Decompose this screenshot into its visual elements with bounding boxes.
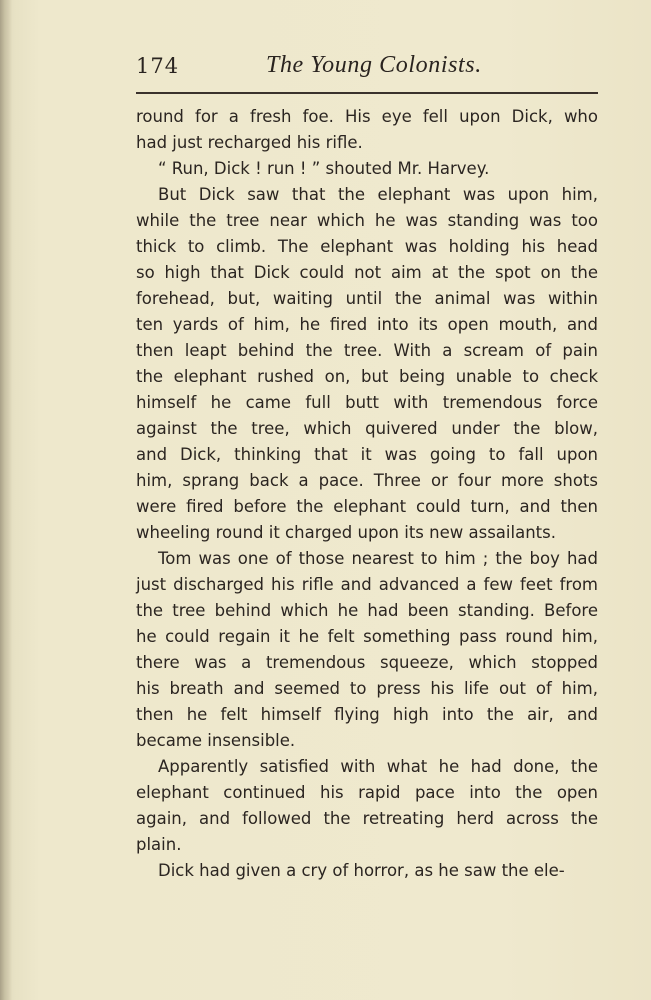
text-line: wheeling round it charged upon its new assailants. <box>136 523 556 542</box>
text-line: the tree behind which he had been standing. Before <box>136 601 598 620</box>
text-line: himself he came full butt with tremendous force <box>136 393 598 412</box>
text-line: just discharged his rifle and advanced a few feet from <box>136 575 598 594</box>
text-line: his breath and seemed to press his life out of him, <box>136 679 598 698</box>
text-line: were fired before the elephant could turn, and then <box>136 497 598 516</box>
text-line: But Dick saw that the elephant was upon him, <box>158 185 598 204</box>
text-line: Apparently satisfied with what he had done, the <box>158 757 598 776</box>
text-line: Tom was one of those nearest to him ; the boy had <box>158 549 598 568</box>
text-line: then he felt himself flying high into the air, and <box>136 705 598 724</box>
text-line: he could regain it he felt something pass round him, <box>136 627 598 646</box>
text-line: elephant continued his rapid pace into the open <box>136 783 598 802</box>
header-rule <box>136 92 598 94</box>
text-line: forehead, but, waiting until the animal was within <box>136 289 598 308</box>
text-line: so high that Dick could not aim at the spot on the <box>136 263 598 282</box>
text-line: while the tree near which he was standing was too <box>136 211 598 230</box>
text-line: him, sprang back a pace. Three or four more shots <box>136 471 598 490</box>
page-header <box>136 50 598 86</box>
text-line: and Dick, thinking that it was going to fall upon <box>136 445 598 464</box>
text-line: had just recharged his rifle. <box>136 133 363 152</box>
text-line: became insensible. <box>136 731 296 750</box>
page-number: 174 <box>136 54 180 78</box>
text-line: then leapt behind the tree. With a scream of pain <box>136 341 598 360</box>
text-line: “ Run, Dick ! run ! ” shouted Mr. Harvey. <box>158 159 490 178</box>
text-line: ten yards of him, he fired into its open mouth, and <box>136 315 598 334</box>
text-line: again, and followed the retreating herd across the <box>136 809 598 828</box>
text-line: there was a tremendous squeeze, which stopped <box>136 653 598 672</box>
text-line: thick to climb. The elephant was holding his head <box>136 237 598 256</box>
text-line: against the tree, which quivered under the blow, <box>136 419 598 438</box>
text-line: Dick had given a cry of horror, as he saw the ele- <box>158 861 565 880</box>
body-text <box>136 104 598 884</box>
running-title: The Young Colonists. <box>266 52 482 78</box>
text-line: round for a fresh foe. His eye fell upon Dick, who <box>136 107 598 126</box>
text-line: plain. <box>136 835 182 854</box>
binding-shadow <box>0 0 12 1000</box>
text-line: the elephant rushed on, but being unable to check <box>136 367 598 386</box>
